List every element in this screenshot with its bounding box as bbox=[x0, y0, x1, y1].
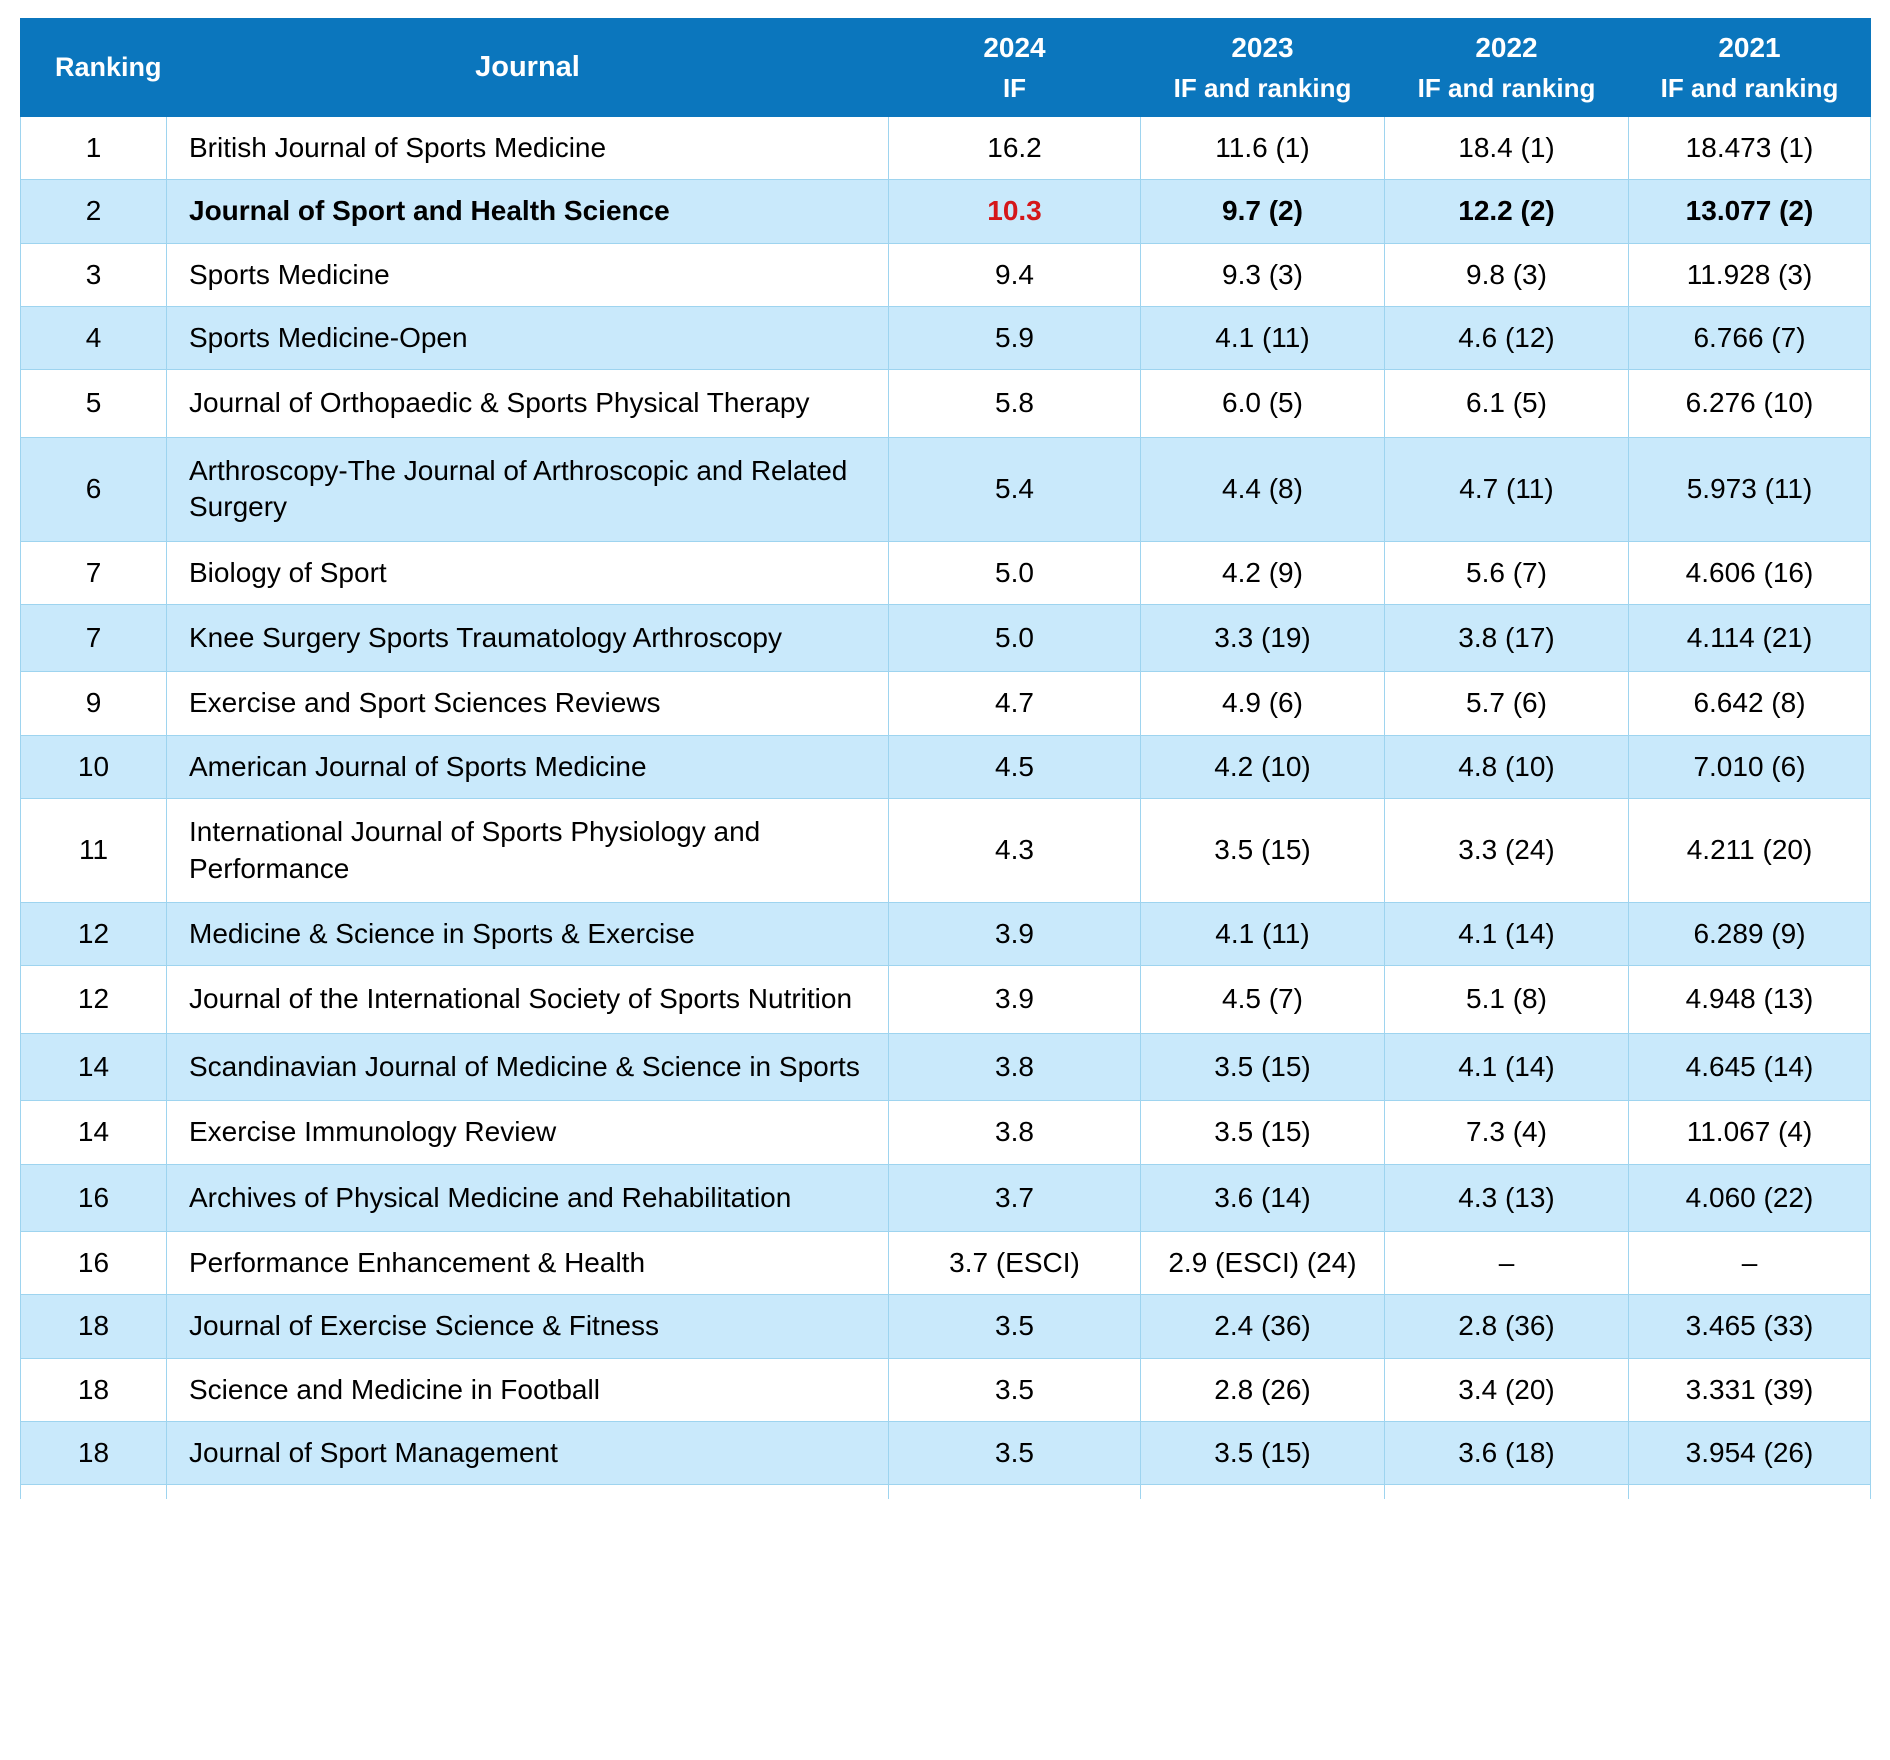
row-journal-name: Science and Medicine in Football bbox=[167, 1358, 889, 1421]
table-row bbox=[21, 116, 1871, 179]
row-if-2024: 3.7 bbox=[889, 1164, 1141, 1231]
row-journal-name: Journal of Sport and Health Science bbox=[167, 180, 889, 243]
row-if-2021: 7.010 (6) bbox=[1629, 735, 1871, 798]
header-year-2021 bbox=[1629, 19, 1871, 117]
header-year-2023-label: 2023 bbox=[1231, 32, 1294, 63]
row-if-2022: 9.8 (3) bbox=[1385, 243, 1629, 306]
row-journal-name: Scandinavian Journal of Medicine & Science in Sports bbox=[167, 1033, 889, 1100]
table-row bbox=[21, 1231, 1871, 1294]
row-if-2024: 4.3 bbox=[889, 799, 1141, 903]
row-journal-name: Journal of the International Society of Sports Nutrition bbox=[167, 966, 889, 1033]
row-if-2022: 7.3 (4) bbox=[1385, 1101, 1629, 1164]
row-if-2021: 4.606 (16) bbox=[1629, 541, 1871, 604]
row-ranking: 12 bbox=[21, 966, 167, 1033]
header-year-2024-sub: IF bbox=[1002, 72, 1027, 103]
row-journal-name: Performance Enhancement & Health bbox=[167, 1231, 889, 1294]
row-if-2022: 4.6 (12) bbox=[1385, 307, 1629, 370]
header-year-2023-sub: IF and ranking bbox=[1173, 72, 1352, 103]
row-if-2024: 4.7 bbox=[889, 672, 1141, 735]
row-ranking: 10 bbox=[21, 735, 167, 798]
header-year-2024-label: 2024 bbox=[983, 32, 1046, 63]
row-if-2024: 3.8 bbox=[889, 1033, 1141, 1100]
row-if-2024: 4.5 bbox=[889, 735, 1141, 798]
table-cell-truncated bbox=[1385, 1485, 1629, 1500]
row-if-2023: 2.4 (36) bbox=[1141, 1295, 1385, 1358]
row-if-2021: 13.077 (2) bbox=[1629, 180, 1871, 243]
row-if-2023: 4.2 (9) bbox=[1141, 541, 1385, 604]
table-body bbox=[21, 116, 1871, 1499]
row-ranking: 4 bbox=[21, 307, 167, 370]
row-if-2023: 3.6 (14) bbox=[1141, 1164, 1385, 1231]
table-row bbox=[21, 1033, 1871, 1100]
row-if-2023: 4.1 (11) bbox=[1141, 307, 1385, 370]
row-if-2023: 3.5 (15) bbox=[1141, 1422, 1385, 1485]
row-if-2022: 4.1 (14) bbox=[1385, 902, 1629, 965]
row-if-2021: 11.928 (3) bbox=[1629, 243, 1871, 306]
header-year-2022 bbox=[1385, 19, 1629, 117]
row-journal-name: Arthroscopy-The Journal of Arthroscopic and Related Surgery bbox=[167, 437, 889, 541]
row-journal-name: Medicine & Science in Sports & Exercise bbox=[167, 902, 889, 965]
table-row bbox=[21, 1101, 1871, 1164]
row-if-2022: 2.8 (36) bbox=[1385, 1295, 1629, 1358]
row-if-2023: 9.7 (2) bbox=[1141, 180, 1385, 243]
table-row bbox=[21, 1164, 1871, 1231]
row-if-2021: 6.276 (10) bbox=[1629, 370, 1871, 437]
row-if-2022: – bbox=[1385, 1231, 1629, 1294]
row-if-2024: 5.8 bbox=[889, 370, 1141, 437]
row-if-2021: 3.331 (39) bbox=[1629, 1358, 1871, 1421]
header-row bbox=[21, 19, 1871, 117]
row-if-2021: 11.067 (4) bbox=[1629, 1101, 1871, 1164]
row-if-2023: 2.8 (26) bbox=[1141, 1358, 1385, 1421]
row-ranking: 7 bbox=[21, 541, 167, 604]
row-if-2023: 4.1 (11) bbox=[1141, 902, 1385, 965]
row-if-2024: 10.3 bbox=[889, 180, 1141, 243]
header-year-2021-sub: IF and ranking bbox=[1660, 72, 1839, 103]
header-year-2022-label: 2022 bbox=[1475, 32, 1538, 63]
row-ranking: 14 bbox=[21, 1033, 167, 1100]
table-cell-truncated bbox=[1629, 1485, 1871, 1500]
table-row bbox=[21, 1295, 1871, 1358]
row-ranking: 18 bbox=[21, 1358, 167, 1421]
row-journal-name: Exercise and Sport Sciences Reviews bbox=[167, 672, 889, 735]
row-if-2021: 3.465 (33) bbox=[1629, 1295, 1871, 1358]
row-if-2023: 9.3 (3) bbox=[1141, 243, 1385, 306]
row-if-2022: 5.1 (8) bbox=[1385, 966, 1629, 1033]
row-journal-name: British Journal of Sports Medicine bbox=[167, 116, 889, 179]
row-if-2024: 5.9 bbox=[889, 307, 1141, 370]
header-year-2023 bbox=[1141, 19, 1385, 117]
row-if-2024: 3.5 bbox=[889, 1422, 1141, 1485]
row-journal-name: Journal of Exercise Science & Fitness bbox=[167, 1295, 889, 1358]
row-if-2022: 3.4 (20) bbox=[1385, 1358, 1629, 1421]
table-row bbox=[21, 307, 1871, 370]
row-journal-name: Exercise Immunology Review bbox=[167, 1101, 889, 1164]
table-row bbox=[21, 735, 1871, 798]
row-if-2022: 5.7 (6) bbox=[1385, 672, 1629, 735]
row-if-2021: 18.473 (1) bbox=[1629, 116, 1871, 179]
row-if-2021: 3.954 (26) bbox=[1629, 1422, 1871, 1485]
row-if-2024: 5.0 bbox=[889, 605, 1141, 672]
row-if-2023: 11.6 (1) bbox=[1141, 116, 1385, 179]
table-row bbox=[21, 1358, 1871, 1421]
row-ranking: 16 bbox=[21, 1231, 167, 1294]
header-year-2022-sub: IF and ranking bbox=[1417, 72, 1596, 103]
row-if-2021: 4.948 (13) bbox=[1629, 966, 1871, 1033]
row-ranking: 3 bbox=[21, 243, 167, 306]
table-row bbox=[21, 1422, 1871, 1485]
row-journal-name: International Journal of Sports Physiology and Performance bbox=[167, 799, 889, 903]
row-journal-name: Biology of Sport bbox=[167, 541, 889, 604]
row-if-2023: 3.5 (15) bbox=[1141, 799, 1385, 903]
header-year-2021-label: 2021 bbox=[1718, 32, 1781, 63]
row-if-2023: 4.5 (7) bbox=[1141, 966, 1385, 1033]
row-if-2021: 4.114 (21) bbox=[1629, 605, 1871, 672]
row-if-2022: 4.1 (14) bbox=[1385, 1033, 1629, 1100]
table-row bbox=[21, 672, 1871, 735]
table-row bbox=[21, 799, 1871, 903]
header-journal: Journal bbox=[167, 19, 889, 117]
row-ranking: 1 bbox=[21, 116, 167, 179]
table-row bbox=[21, 370, 1871, 437]
table-cell-truncated bbox=[21, 1485, 167, 1500]
table-row-truncated bbox=[21, 1485, 1871, 1500]
table-row bbox=[21, 243, 1871, 306]
row-if-2024: 3.5 bbox=[889, 1358, 1141, 1421]
row-journal-name: Journal of Orthopaedic & Sports Physical Therapy bbox=[167, 370, 889, 437]
row-if-2024: 5.4 bbox=[889, 437, 1141, 541]
row-if-2021: 6.642 (8) bbox=[1629, 672, 1871, 735]
row-ranking: 6 bbox=[21, 437, 167, 541]
row-ranking: 2 bbox=[21, 180, 167, 243]
row-journal-name: American Journal of Sports Medicine bbox=[167, 735, 889, 798]
row-if-2023: 4.9 (6) bbox=[1141, 672, 1385, 735]
row-if-2023: 2.9 (ESCI) (24) bbox=[1141, 1231, 1385, 1294]
row-if-2024: 3.9 bbox=[889, 966, 1141, 1033]
row-if-2023: 3.5 (15) bbox=[1141, 1033, 1385, 1100]
row-ranking: 9 bbox=[21, 672, 167, 735]
table-row bbox=[21, 180, 1871, 243]
row-journal-name: Journal of Sport Management bbox=[167, 1422, 889, 1485]
row-if-2023: 3.5 (15) bbox=[1141, 1101, 1385, 1164]
row-ranking: 11 bbox=[21, 799, 167, 903]
table-cell-truncated bbox=[167, 1485, 889, 1500]
row-if-2022: 3.3 (24) bbox=[1385, 799, 1629, 903]
row-if-2023: 4.4 (8) bbox=[1141, 437, 1385, 541]
row-if-2022: 4.8 (10) bbox=[1385, 735, 1629, 798]
table-cell-truncated bbox=[1141, 1485, 1385, 1500]
impact-factor-table bbox=[20, 18, 1871, 1499]
row-if-2024: 3.9 bbox=[889, 902, 1141, 965]
row-if-2023: 6.0 (5) bbox=[1141, 370, 1385, 437]
table-row bbox=[21, 966, 1871, 1033]
row-if-2023: 3.3 (19) bbox=[1141, 605, 1385, 672]
row-ranking: 7 bbox=[21, 605, 167, 672]
table-header bbox=[21, 19, 1871, 117]
row-if-2021: 6.766 (7) bbox=[1629, 307, 1871, 370]
header-year-2024 bbox=[889, 19, 1141, 117]
row-ranking: 12 bbox=[21, 902, 167, 965]
row-if-2021: – bbox=[1629, 1231, 1871, 1294]
row-if-2022: 3.6 (18) bbox=[1385, 1422, 1629, 1485]
table-row bbox=[21, 541, 1871, 604]
header-ranking: Ranking bbox=[21, 19, 167, 117]
row-ranking: 18 bbox=[21, 1295, 167, 1358]
row-if-2024: 5.0 bbox=[889, 541, 1141, 604]
row-if-2022: 12.2 (2) bbox=[1385, 180, 1629, 243]
row-if-2021: 5.973 (11) bbox=[1629, 437, 1871, 541]
row-journal-name: Archives of Physical Medicine and Rehabilitation bbox=[167, 1164, 889, 1231]
row-ranking: 14 bbox=[21, 1101, 167, 1164]
row-if-2023: 4.2 (10) bbox=[1141, 735, 1385, 798]
row-if-2022: 18.4 (1) bbox=[1385, 116, 1629, 179]
row-if-2021: 6.289 (9) bbox=[1629, 902, 1871, 965]
table-row bbox=[21, 605, 1871, 672]
row-if-2024: 3.5 bbox=[889, 1295, 1141, 1358]
row-if-2022: 5.6 (7) bbox=[1385, 541, 1629, 604]
row-ranking: 18 bbox=[21, 1422, 167, 1485]
table-row bbox=[21, 902, 1871, 965]
row-if-2022: 4.3 (13) bbox=[1385, 1164, 1629, 1231]
row-if-2024: 3.8 bbox=[889, 1101, 1141, 1164]
row-if-2022: 4.7 (11) bbox=[1385, 437, 1629, 541]
row-ranking: 5 bbox=[21, 370, 167, 437]
row-if-2024: 9.4 bbox=[889, 243, 1141, 306]
row-journal-name: Sports Medicine bbox=[167, 243, 889, 306]
row-if-2024: 16.2 bbox=[889, 116, 1141, 179]
row-if-2021: 4.645 (14) bbox=[1629, 1033, 1871, 1100]
row-ranking: 16 bbox=[21, 1164, 167, 1231]
row-if-2022: 3.8 (17) bbox=[1385, 605, 1629, 672]
table-cell-truncated bbox=[889, 1485, 1141, 1500]
row-if-2021: 4.211 (20) bbox=[1629, 799, 1871, 903]
row-journal-name: Sports Medicine-Open bbox=[167, 307, 889, 370]
row-if-2021: 4.060 (22) bbox=[1629, 1164, 1871, 1231]
row-if-2022: 6.1 (5) bbox=[1385, 370, 1629, 437]
row-journal-name: Knee Surgery Sports Traumatology Arthroscopy bbox=[167, 605, 889, 672]
row-if-2024: 3.7 (ESCI) bbox=[889, 1231, 1141, 1294]
table-row bbox=[21, 437, 1871, 541]
